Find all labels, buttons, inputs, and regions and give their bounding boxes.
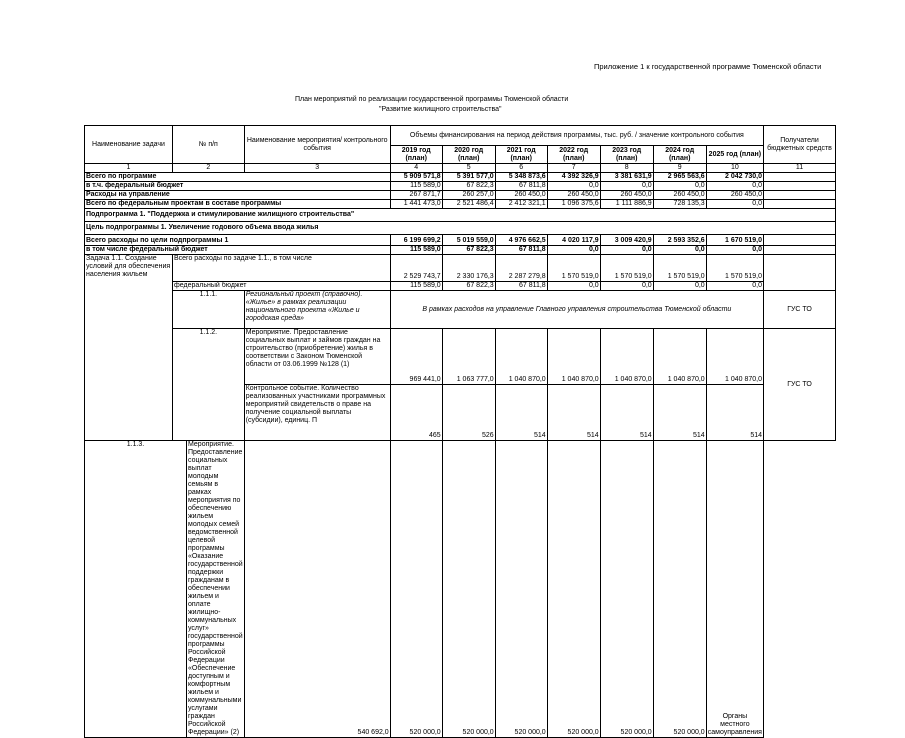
col-number: 8 bbox=[600, 164, 653, 173]
cell-value: 260 450,0 bbox=[495, 191, 547, 200]
subprogram-title: Подпрограмма 1. "Поддержка и стимулирование жилищного строительства" bbox=[85, 209, 836, 222]
cell-value: 1 040 870,0 bbox=[706, 329, 763, 385]
cell-value: 260 450,0 bbox=[600, 191, 653, 200]
summary-row bbox=[85, 173, 836, 182]
header-num: № п/п bbox=[173, 126, 245, 164]
cell-value: 526 bbox=[442, 385, 495, 441]
cell-value: 520 000,0 bbox=[495, 441, 547, 738]
cell-value: 514 bbox=[706, 385, 763, 441]
cell-value: 260 450,0 bbox=[706, 191, 763, 200]
cell-value: 5 348 873,6 bbox=[495, 173, 547, 182]
header-year: 2024 год (план) bbox=[653, 146, 706, 164]
cell-value: 1 441 473,0 bbox=[390, 200, 442, 209]
cell-value: 4 976 662,5 bbox=[495, 235, 547, 246]
item-number: 1.1.1. bbox=[173, 291, 245, 329]
cell-value: 67 811,8 bbox=[495, 246, 547, 255]
cell-value: 3 009 420,9 bbox=[600, 235, 653, 246]
cell-value: 1 040 870,0 bbox=[495, 329, 547, 385]
cell-value: 0,0 bbox=[706, 182, 763, 191]
task-total-label: Всего расходы по задаче 1.1., в том числе bbox=[173, 255, 391, 282]
col-number: 7 bbox=[547, 164, 600, 173]
cell-value: 0,0 bbox=[547, 246, 600, 255]
document-title: План мероприятий по реализации государственной программы Тюменской области bbox=[295, 96, 569, 103]
cell-value: 2 287 279,8 bbox=[495, 255, 547, 282]
cell-value: 0,0 bbox=[706, 282, 763, 291]
cell-value: 0,0 bbox=[600, 282, 653, 291]
summary-row bbox=[85, 191, 836, 200]
row-label: в т.ч. федеральный бюджет bbox=[85, 182, 391, 191]
col-number: 3 bbox=[244, 164, 390, 173]
subprogram-row bbox=[85, 235, 836, 246]
cell-value: 0,0 bbox=[600, 182, 653, 191]
cell-value: 260 450,0 bbox=[547, 191, 600, 200]
cell-value: 520 000,0 bbox=[442, 441, 495, 738]
col-number: 11 bbox=[764, 164, 836, 173]
col-number: 5 bbox=[442, 164, 495, 173]
cell-value: 514 bbox=[653, 385, 706, 441]
subprogram-row bbox=[85, 246, 836, 255]
cell-value: 540 692,0 bbox=[244, 441, 390, 738]
task-federal-label: федеральный бюджет bbox=[173, 282, 391, 291]
cell-value: 1 570 519,0 bbox=[547, 255, 600, 282]
row-label: Расходы на управление bbox=[85, 191, 391, 200]
cell-value: 5 909 571,8 bbox=[390, 173, 442, 182]
cell-value: 1 040 870,0 bbox=[547, 329, 600, 385]
cell-value: 1 670 519,0 bbox=[706, 235, 763, 246]
row-label: Всего расходы по цели подпрограммы 1 bbox=[85, 235, 391, 246]
cell-value: 260 257,0 bbox=[442, 191, 495, 200]
item-row bbox=[85, 441, 836, 738]
row-label: Всего по федеральным проектам в составе программы bbox=[85, 200, 391, 209]
cell-value: 4 020 117,9 bbox=[547, 235, 600, 246]
col-number: 9 bbox=[653, 164, 706, 173]
item-text: Региональный проект (справочно). «Жилье» в рамках реализации национального проекта «Жилье и городская среда» bbox=[244, 291, 390, 329]
cell-value: 2 330 176,3 bbox=[442, 255, 495, 282]
header-year: 2021 год (план) bbox=[495, 146, 547, 164]
summary-row bbox=[85, 200, 836, 209]
header-year: 2023 год (план) bbox=[600, 146, 653, 164]
cell-value: 115 589,0 bbox=[390, 282, 442, 291]
cell-value: 1 570 519,0 bbox=[600, 255, 653, 282]
cell-value: 67 811,8 bbox=[495, 182, 547, 191]
header-year: 2025 год (план) bbox=[706, 146, 763, 164]
item-number: 1.1.3. bbox=[85, 441, 187, 738]
row-label: Всего по программе bbox=[85, 173, 391, 182]
appendix-note: Приложение 1 к государственной программе Тюменской области bbox=[594, 62, 822, 71]
cell-value: 1 570 519,0 bbox=[653, 255, 706, 282]
item-text: Мероприятие. Предоставление социальных выплат и займов граждан на строительство (приобретение) жилья в соответствии с Законом Тюменской области от 03.06.1999 №128 (1) bbox=[244, 329, 390, 385]
task-total-row bbox=[85, 255, 836, 282]
cell-value: 2 529 743,7 bbox=[390, 255, 442, 282]
cell-value: 0,0 bbox=[547, 282, 600, 291]
cell-value: 514 bbox=[547, 385, 600, 441]
cell-value: 520 000,0 bbox=[653, 441, 706, 738]
event-text: Контрольное событие. Количество реализованных участниками программных мероприятий свидетельств о праве на получение социальной выплаты (субсидии), единиц. П bbox=[244, 385, 390, 441]
task-name: Задача 1.1. Создание условий для обеспечения населения жильем bbox=[85, 255, 173, 441]
col-number: 10 bbox=[706, 164, 763, 173]
cell-value: 728 135,3 bbox=[653, 200, 706, 209]
cell-value: 2 412 321,1 bbox=[495, 200, 547, 209]
cell-value: 6 199 699,2 bbox=[390, 235, 442, 246]
cell-value: 969 441,0 bbox=[390, 329, 442, 385]
cell-value: 1 040 870,0 bbox=[600, 329, 653, 385]
cell-value: 465 bbox=[390, 385, 442, 441]
cell-value: 67 811,8 bbox=[495, 282, 547, 291]
col-number: 6 bbox=[495, 164, 547, 173]
cell-value: 260 450,0 bbox=[653, 191, 706, 200]
header-year: 2019 год (план) bbox=[390, 146, 442, 164]
cell-value: 1 063 777,0 bbox=[442, 329, 495, 385]
cell-value: 2 042 730,0 bbox=[706, 173, 763, 182]
item-merged-note: В рамках расходов на управление Главного управления строительства Тюменской области bbox=[390, 291, 763, 329]
cell-value: 0,0 bbox=[653, 282, 706, 291]
header-year: 2022 год (план) bbox=[547, 146, 600, 164]
cell-value: 0,0 bbox=[600, 246, 653, 255]
header-recipients: Получатели бюджетных средств bbox=[764, 126, 836, 164]
plan-table bbox=[84, 125, 836, 738]
cell-value: 4 392 326,9 bbox=[547, 173, 600, 182]
cell-value: 1 040 870,0 bbox=[653, 329, 706, 385]
cell-value: 514 bbox=[495, 385, 547, 441]
cell-value: 2 593 352,6 bbox=[653, 235, 706, 246]
cell-value: 0,0 bbox=[653, 182, 706, 191]
cell-value: 115 589,0 bbox=[390, 246, 442, 255]
header-task-name: Наименование задачи bbox=[85, 126, 173, 164]
cell-value: 3 381 631,9 bbox=[600, 173, 653, 182]
item-recipient: ГУС ТО bbox=[764, 329, 836, 441]
cell-value: 267 871,7 bbox=[390, 191, 442, 200]
row-label: в том числе федеральный бюджет bbox=[85, 246, 391, 255]
item-recipient: Органы местного самоуправления bbox=[706, 441, 763, 738]
cell-value: 0,0 bbox=[706, 200, 763, 209]
header-year: 2020 год (план) bbox=[442, 146, 495, 164]
header-funding: Объемы финансирования на период действия программы, тыс. руб. / значение контрольного события bbox=[390, 126, 763, 146]
col-number: 4 bbox=[390, 164, 442, 173]
cell-value: 514 bbox=[600, 385, 653, 441]
col-number: 1 bbox=[85, 164, 173, 173]
header-event-name: Наименование мероприятия/ контрольного события bbox=[244, 126, 390, 164]
item-text: Мероприятие. Предоставление социальных выплат молодым семьям в рамках мероприятия по обеспечению жильем молодых семей ведомственной целевой программы «Оказание государственной поддержки гражданам в обеспечении жильем и оплате жилищно-коммунальных услуг» государственной программы Российской Федерации «Обеспечение доступным и комфортным жильем и коммунальными услугами граждан Российской Федерации» (2) bbox=[188, 441, 243, 736]
cell-value: 2 521 486,4 bbox=[442, 200, 495, 209]
cell-value: 0,0 bbox=[547, 182, 600, 191]
cell-value: 5 019 559,0 bbox=[442, 235, 495, 246]
cell-value: 520 000,0 bbox=[547, 441, 600, 738]
item-recipient: ГУС ТО bbox=[764, 291, 836, 329]
cell-value: 520 000,0 bbox=[390, 441, 442, 738]
item-number: 1.1.2. bbox=[173, 329, 245, 441]
cell-value: 2 965 563,6 bbox=[653, 173, 706, 182]
task-federal-row bbox=[85, 282, 836, 291]
cell-value: 0,0 bbox=[653, 246, 706, 255]
cell-value: 67 822,3 bbox=[442, 246, 495, 255]
cell-value: 1 570 519,0 bbox=[706, 255, 763, 282]
col-number: 2 bbox=[173, 164, 245, 173]
document-subtitle: "Развитие жилищного строительства" bbox=[379, 106, 502, 113]
item-row bbox=[85, 329, 836, 385]
cell-value: 67 822,3 bbox=[442, 282, 495, 291]
cell-value: 115 589,0 bbox=[390, 182, 442, 191]
cell-value: 1 096 375,6 bbox=[547, 200, 600, 209]
item-row bbox=[85, 291, 836, 329]
summary-row bbox=[85, 182, 836, 191]
cell-value: 0,0 bbox=[706, 246, 763, 255]
cell-value: 1 111 886,9 bbox=[600, 200, 653, 209]
subprogram-goal: Цель подпрограммы 1. Увеличение годового объема ввода жилья bbox=[85, 222, 836, 235]
cell-value: 520 000,0 bbox=[600, 441, 653, 738]
cell-value: 5 391 577,0 bbox=[442, 173, 495, 182]
cell-value: 67 822,3 bbox=[442, 182, 495, 191]
